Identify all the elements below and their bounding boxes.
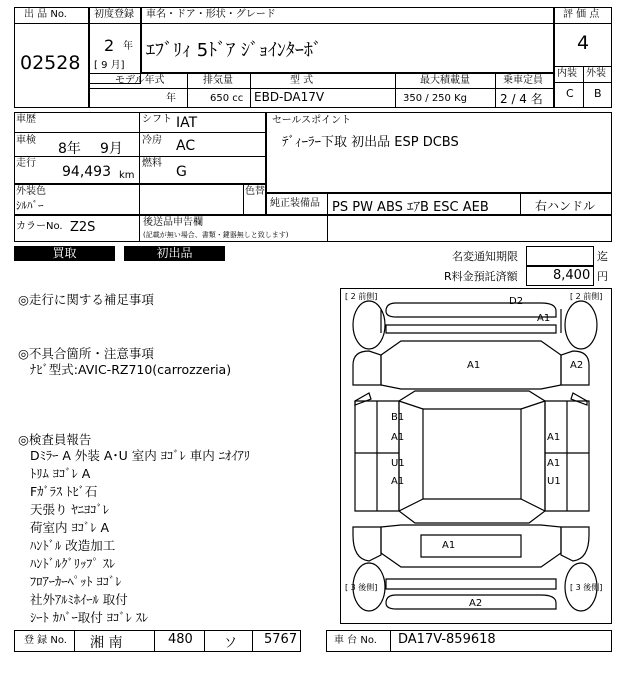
deadline-label: 名変通知期限 xyxy=(452,250,518,263)
damage-mark-a1-windshield: A1 xyxy=(467,360,481,371)
damage-mark-a1-rear: A1 xyxy=(442,540,456,551)
displacement-value: 650 cc xyxy=(210,93,244,104)
report-note: (記載が無い場合、書類・鍵器無しと致します) xyxy=(143,231,289,239)
damage-mark-a1-right-rear: A1 xyxy=(547,458,561,469)
first-reg-year: 2 xyxy=(104,36,115,55)
inspector-line: 天張り ﾔﾆﾖｺﾞﾚ xyxy=(30,502,109,517)
capacity-label: 乗車定員 xyxy=(503,75,543,86)
car-diagram xyxy=(341,289,611,623)
corner-label-rear-left: [ 3 後側] xyxy=(345,583,378,592)
car-name-label: 車名・ドア・形状・グレード xyxy=(146,9,276,20)
recycle-unit: 円 xyxy=(597,270,608,283)
mileage-label: 走行 xyxy=(16,158,36,169)
chassis-label: 車 台 No. xyxy=(334,635,377,646)
ac-label: 冷房 xyxy=(142,135,162,146)
model-year-label: モデル年式 xyxy=(115,75,165,86)
fuel-value: G xyxy=(176,164,187,180)
first-listing-badge: 初出品 xyxy=(124,246,225,261)
score-label: 評 価 点 xyxy=(563,9,600,20)
inspector-line: 荷室内 ﾖｺﾞﾚ A xyxy=(30,520,109,535)
interior-grade: C xyxy=(566,87,574,100)
recycle-value: 8,400 xyxy=(553,268,591,283)
inspection-label: 車検 xyxy=(16,135,36,146)
history-label: 車歴 xyxy=(16,114,36,125)
ac-value: AC xyxy=(176,138,196,154)
equipment-value: PS PW ABS ｴｱB ESC AEB xyxy=(332,200,489,215)
inspector-line: ｼｰﾄ ｶﾊﾞｰ取付 ﾖｺﾞﾚ ｽﾚ xyxy=(30,610,149,625)
shift-value: IAT xyxy=(176,115,198,131)
mileage-value: 94,493 xyxy=(62,164,111,180)
defect-line: ﾅﾋﾞ型式:AVIC-RZ710(carrozzeria) xyxy=(30,362,232,377)
type-value: EBD-DA17V xyxy=(254,90,325,104)
exterior-label: 外装 xyxy=(586,68,606,79)
recycle-label: R料金預託済額 xyxy=(444,270,518,283)
recolor-label: 色替 xyxy=(245,186,265,197)
damage-mark-a1-left-rear: A1 xyxy=(391,476,405,487)
driving-notes-title: ◎走行に関する補足事項 xyxy=(18,292,154,307)
damage-mark-a1-hood-strip: A1 xyxy=(537,313,551,324)
car-name: ｴﾌﾞﾘｨ 5ﾄﾞｱ ｼﾞｮｲﾝﾀｰﾎﾞ xyxy=(146,40,322,61)
color-row xyxy=(14,184,266,215)
model-year-unit: 年 xyxy=(166,93,176,104)
damage-mark-a2-fender: A2 xyxy=(570,360,584,371)
load-value: 350 / 250 Kg xyxy=(403,93,467,104)
score-value: 4 xyxy=(577,32,590,54)
defects-title: ◎不具合箇所・注意事項 xyxy=(18,346,154,361)
lot-number: 02528 xyxy=(20,52,81,74)
inspection-year: 8年 xyxy=(58,141,81,157)
purchase-badge: 買取 xyxy=(14,246,115,261)
fuel-label: 燃料 xyxy=(142,158,162,169)
damage-mark-a2-bumper: A2 xyxy=(469,598,483,609)
color-no-row xyxy=(14,215,612,242)
damage-mark-u1-left: U1 xyxy=(391,458,405,469)
report-label: 後送品申告欄 xyxy=(143,217,203,228)
mileage-unit: km xyxy=(119,170,135,181)
shift-label: シフト xyxy=(142,114,172,125)
first-reg-month: [ 9 月] xyxy=(94,60,125,71)
chassis-value: DA17V-859618 xyxy=(398,632,496,647)
deadline-unit: 迄 xyxy=(597,250,608,263)
sales-point-label: セールスポイント xyxy=(272,115,352,126)
damage-mark-a1-right-front: A1 xyxy=(547,432,561,443)
type-label: 型 式 xyxy=(290,75,314,86)
damage-mark-u1-right: U1 xyxy=(547,476,561,487)
reg-class: 480 xyxy=(168,632,193,647)
inspector-line: Fｶﾞﾗｽ ﾄﾋﾞ石 xyxy=(30,484,98,499)
damage-mark-d2: D2 xyxy=(509,296,524,307)
corner-label-front-right: [ 2 前側] xyxy=(570,292,603,301)
inspector-line: 社外ｱﾙﾐﾎｲｰﾙ 取付 xyxy=(30,592,128,607)
color-label: 外装色 xyxy=(16,186,46,197)
displacement-label: 排気量 xyxy=(203,75,233,86)
interior-label: 内装 xyxy=(557,68,577,79)
inspector-line: ﾄﾘﾑ ﾖｺﾞﾚ A xyxy=(30,466,91,481)
damage-mark-b1: B1 xyxy=(391,412,405,423)
corner-label-rear-right: [ 3 後側] xyxy=(570,583,603,592)
corner-label-front-left: [ 2 前側] xyxy=(345,292,378,301)
first-reg-year-unit: 年 xyxy=(123,41,133,52)
first-reg-label: 初度登録 xyxy=(94,9,134,20)
inspector-line: ﾊﾝﾄﾞﾙ 改造加工 xyxy=(30,538,116,553)
deadline-box xyxy=(526,246,594,266)
inspector-line: Dﾐﾗｰ A 外装 A･U 室内 ﾖｺﾞﾚ 車内 ﾆｵｲｱﾘ xyxy=(30,448,250,463)
damage-mark-a1-left-front: A1 xyxy=(391,432,405,443)
color-no-value: Z2S xyxy=(70,220,96,235)
reg-label: 登 録 No. xyxy=(24,635,67,646)
inspector-title: ◎検査員報告 xyxy=(18,432,92,447)
diagram-frame xyxy=(340,288,612,624)
inspector-line: ﾊﾝﾄﾞﾙｸﾞﾘｯﾌﾟ ｽﾚ xyxy=(30,556,116,571)
capacity-value: 2 / 4 名 xyxy=(500,92,543,106)
color-no-label: カラーNo. xyxy=(16,221,63,232)
lot-label: 出 品 No. xyxy=(24,9,67,20)
reg-number: 5767 xyxy=(264,632,298,647)
color-value: ｼﾙﾊﾞｰ xyxy=(16,199,44,212)
inspection-month: 9月 xyxy=(100,141,123,157)
steering-value: 右ハンドル xyxy=(535,199,596,213)
inspector-line: ﾌﾛｱｰｶｰﾍﾟｯﾄ ﾖｺﾞﾚ xyxy=(30,574,122,589)
equipment-label: 純正装備品 xyxy=(270,198,320,209)
reg-kana: ソ xyxy=(224,636,238,651)
reg-area: 湘 南 xyxy=(90,635,123,651)
sales-point-value: ﾃﾞｨｰﾗｰ下取 初出品 ESP DCBS xyxy=(282,135,459,150)
exterior-grade: B xyxy=(594,87,602,100)
load-label: 最大積載量 xyxy=(420,75,470,86)
